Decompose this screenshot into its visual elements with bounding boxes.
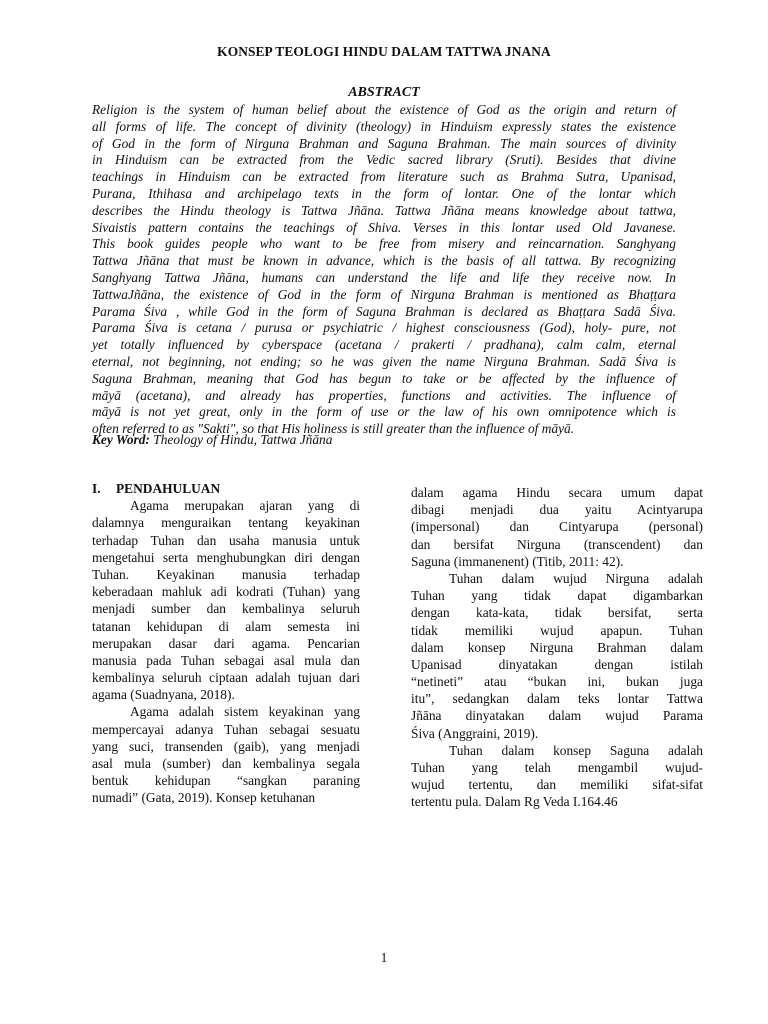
abstract-line: in Hinduism can be extracted from the Vedic sacred library (Sruti). Besides that divine	[92, 152, 676, 168]
section-title: PENDAHULUAN	[116, 481, 221, 496]
body-line: dan bersifat Nirguna (transcendent) dan	[411, 536, 703, 552]
abstract-line: Sanghyang Tattwa Jñāna, humans can understand the life and life they receive now. In	[92, 269, 676, 285]
body-line: Upanisad dinyatakan dengan istilah	[411, 656, 703, 672]
body-line: Jñāna dinyatakan dalam wujud Parama	[411, 708, 703, 724]
abstract-line: Parama Śiva , while God in the form of Saguna Brahman is declared as Bhaṭṭara Sadā Śiva.	[92, 303, 676, 319]
body-line: asal mula (sumber) dan kembalinya segala	[92, 756, 360, 771]
body-line: terhadap Tuhan dan usaha manusia untuk	[92, 532, 360, 548]
body-line: tidak memiliki wujud apapun. Tuhan	[411, 622, 703, 638]
body-line: mempercayai adanya Tuhan sebagai sesuatu	[92, 721, 360, 737]
section-number: I.	[92, 481, 101, 496]
abstract-line: all forms of life. The concept of divinity (theology) in Hinduism expressly states the existence	[92, 118, 676, 134]
page-number: 1	[380, 950, 388, 965]
body-line: tatanan kehidupan di alam semesta ini	[92, 618, 360, 634]
body-line: dalam konsep Nirguna Brahman dalam	[411, 639, 703, 655]
abstract-line: Sivaistis pattern contains the teachings of Shiva. Verses in this lontar used Old Javanese.	[92, 219, 676, 235]
abstract-heading: ABSTRACT	[348, 85, 420, 100]
body-line: tertentu pula. Dalam Rg Veda I.164.46	[411, 794, 618, 810]
body-line: dalam agama Hindu secara umum dapat	[411, 485, 703, 500]
abstract-line: teachings in Hinduism can be extracted from literature such as Brahma Sutra, Upanisad,	[92, 169, 676, 185]
abstract-line: Saguna Brahman, meaning that God has begun to take or be affected by the influence of	[92, 370, 676, 386]
body-line: bentuk kehidupan “sangkan paraning	[92, 773, 360, 789]
keywords	[92, 432, 332, 448]
body-line: dibagi menjadi dua yaitu Acintyarupa	[411, 502, 703, 518]
abstract-line: TattwaJñāna, the existence of God in the form of Nirguna Brahman is mentioned as Bhaṭṭara	[92, 286, 676, 302]
body-line: (impersonal) dan Cintyarupa (personal)	[411, 519, 703, 535]
body-line: numadi” (Gata, 2019). Konsep ketuhanan	[92, 790, 316, 806]
body-line: Agama adalah sistem keyakinan yang	[130, 704, 360, 720]
abstract-line: Religion is the system of human belief about the existence of God as the origin and return of	[92, 102, 676, 117]
abstract-line: eternal, not beginning, not ending; so he was given the name Nirguna Brahman. Sadā Śiva is	[92, 353, 676, 369]
body-line: Tuhan dalam konsep Saguna adalah	[449, 742, 703, 758]
body-line: Tuhan yang tidak dapat digambarkan	[411, 588, 703, 604]
body-line: Tuhan yang telah mengambil wujud-	[411, 760, 703, 775]
body-line: “netineti” atau “bukan ini, bukan juga	[411, 674, 703, 690]
abstract-line: yet totally influenced by cyberspace (acetana / prakerti / pradhana), calm calm, eternal	[92, 337, 676, 353]
right-column	[411, 484, 703, 811]
body-line: manusia pada Tuhan sebagai asal mula dan	[92, 652, 360, 668]
body-line: Agama merupakan ajaran yang di	[130, 498, 360, 514]
keyword-label: Key Word:	[92, 432, 150, 447]
body-line: Tuhan dalam wujud Nirguna adalah	[449, 570, 703, 586]
section-heading	[92, 480, 360, 497]
abstract-line: Purana, Ithihasa and archipelago texts in the form of lontar. One of the lontar which	[92, 185, 676, 201]
body-line: itu”, sedangkan dalam teks lontar Tattwa	[411, 691, 703, 707]
body-line: Tuhan. Keyakinan manusia terhadap	[92, 566, 360, 582]
abstract-line: māyā is not yet great, only in the form of use or the law of his own omnipotence which is	[92, 404, 676, 420]
left-column	[92, 480, 360, 807]
abstract-line: often referred to as "Sakti", so that His holiness is still greater than the influence of māyā.	[92, 421, 575, 437]
body-line: mengetahui serta menghubungkan diri dengan	[92, 549, 360, 565]
body-line: Śiva (Anggraini, 2019).	[411, 725, 539, 741]
body-line: merupakan dasar dari agama. Pencarian	[92, 635, 360, 651]
abstract-body	[92, 102, 676, 438]
abstract-line: Parama Śiva is cetana / purusa or psychiatric / highest consciousness (God), holy- pure, not	[92, 320, 676, 336]
body-line: agama (Suadnyana, 2018).	[92, 687, 235, 703]
body-line: dalamnya menguraikan tentang keyakinan	[92, 515, 360, 531]
abstract-line: describes the Hindu theology is Tattwa Jñāna. Tattwa Jñāna means knowledge about tattwa,	[92, 202, 676, 218]
abstract-line: māyā (acetana), and already has properties, functions and activities. The influence of	[92, 387, 676, 403]
body-line: yang suci, transenden (gaib), yang menjadi	[92, 738, 360, 754]
body-line: Saguna (immanenent) (Titib, 2011: 42).	[411, 553, 624, 569]
body-line: kembalinya seluruh ciptaan adalah tujuan dari	[92, 670, 360, 686]
body-line: dengan kata-kata, tidak bersifat, serta	[411, 605, 703, 621]
abstract-line: Tattwa Jñāna that must be known in advance, which is the basis of all tattwa. By recognizing	[92, 253, 676, 269]
keyword-text: Theology of Hindu, Tattwa Jñāna	[149, 432, 333, 447]
body-line: menjadi sumber dan kembalinya seluruh	[92, 601, 360, 617]
body-line: wujud tertentu, dan memiliki sifat-sifat	[411, 777, 703, 793]
body-line: keberadaan mahluk adi kodrati (Tuhan) yang	[92, 584, 360, 600]
abstract-line: This book guides people who want to be free from misery and reincarnation. Sanghyang	[92, 236, 676, 252]
paper-title: KONSEP TEOLOGI HINDU DALAM TATTWA JNANA	[217, 44, 551, 59]
abstract-line: of God in the form of Nirguna Brahman and Saguna Brahman. The main sources of divinity	[92, 135, 676, 151]
